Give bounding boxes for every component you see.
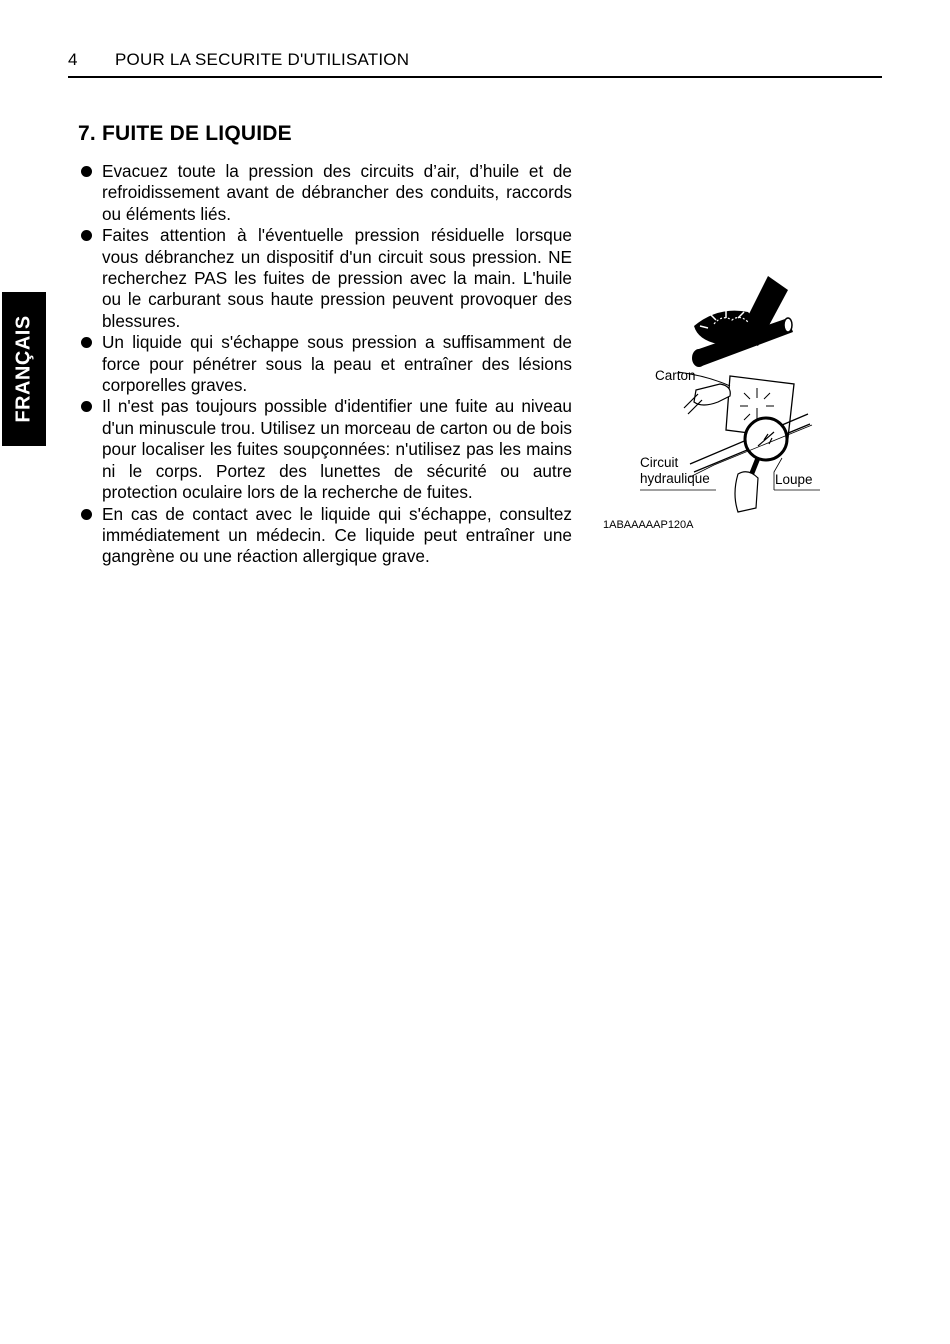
carton-label: Carton bbox=[655, 368, 696, 383]
figure-code: 1ABAAAAAP120A bbox=[603, 519, 694, 531]
bullet-item: En cas de contact avec le liquide qui s'échappe, consultez immédiatement un médecin. Ce liquide peut entraîner une gangrène ou une réaction allergique grave. bbox=[78, 504, 572, 568]
page-header bbox=[68, 50, 882, 78]
bullet-item: Evacuez toute la pression des circuits d’air, d’huile et de refroidissement avant de débrancher des conduits, raccords ou éléments liés. bbox=[78, 161, 572, 225]
loupe-label: Loupe bbox=[775, 472, 813, 487]
language-tab-label: FRANÇAIS bbox=[12, 315, 35, 423]
language-tab bbox=[2, 292, 46, 446]
hydraulic-circuit-label bbox=[640, 455, 710, 487]
leak-detection-figure bbox=[598, 268, 838, 518]
bullet-item: Il n'est pas toujours possible d'identifier une fuite au niveau d'un minuscule trou. Utilisez un morceau de carton ou de bois pour localiser les fuites soupçonnées: n'utilisez pas les mains ni le corps. Portez des lunettes de sécurité ou autre protection oculaire lors de la recherche de fuites. bbox=[78, 396, 572, 503]
bullet-item: Un liquide qui s'échappe sous pression a suffisamment de force pour pénétrer sous la peau et entraîner des lésions corporelles graves. bbox=[78, 332, 572, 396]
header-title: POUR LA SECURITE D'UTILISATION bbox=[115, 50, 410, 69]
hydraulic-circuit-label-line2: hydraulique bbox=[640, 471, 710, 486]
section-title: 7. FUITE DE LIQUIDE bbox=[78, 122, 292, 145]
bullet-item: Faites attention à l'éventuelle pression résiduelle lorsque vous débranchez un dispositif d'un circuit sous pression. NE recherchez PAS les fuites de pression avec la main. L'huile ou le carburant sous haute pression peuvent provoquer des blessures. bbox=[78, 225, 572, 332]
page-number: 4 bbox=[68, 50, 78, 69]
hand-on-hose-drawing bbox=[692, 276, 793, 367]
bullet-list bbox=[78, 161, 572, 568]
hydraulic-circuit-label-line1: Circuit bbox=[640, 455, 679, 470]
